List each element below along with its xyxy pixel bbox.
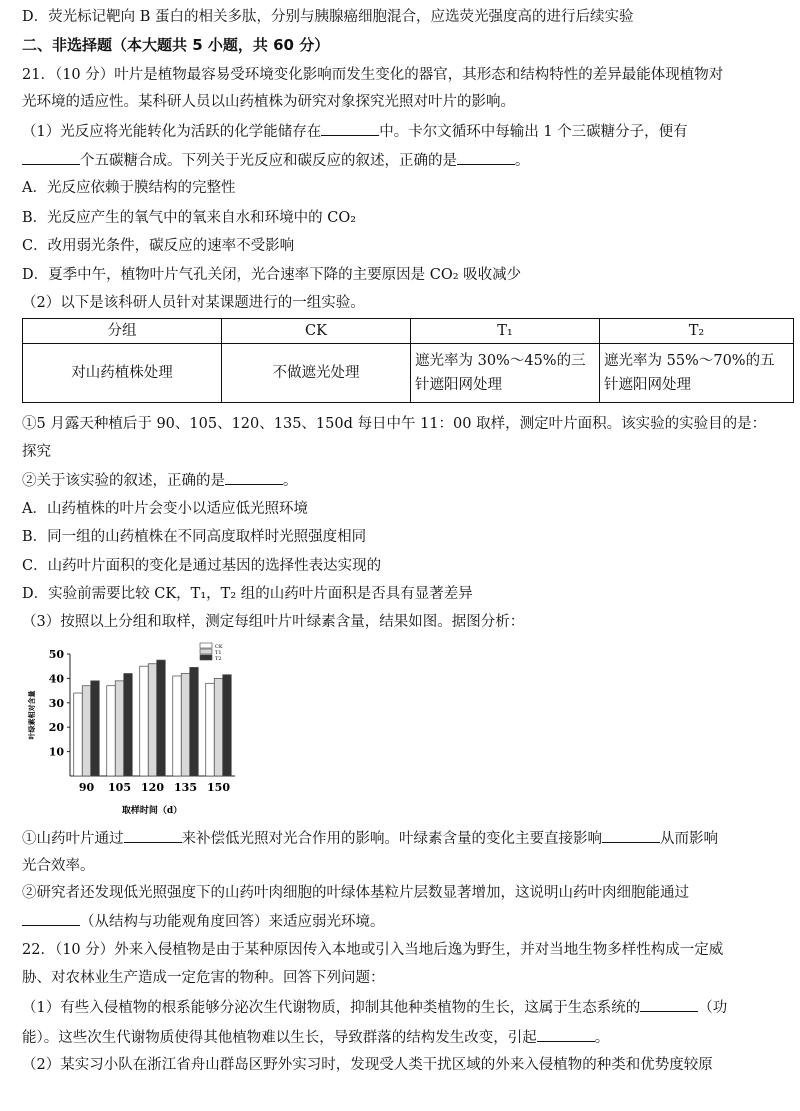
bar-t2: [223, 675, 232, 776]
q22-stem: 22．（10 分）外来入侵植物是由于某种原因传入本地或引入当地后逸为野生，并对当地生物多样性构成一定威: [22, 942, 724, 958]
q21-stem: 21．（10 分）叶片是植物最容易受环境变化影响而发生变化的器官，其形态和结构特性的差异最能体现植物对: [22, 67, 724, 83]
x-tick-label: 105: [108, 781, 131, 794]
y-tick-label: 50: [48, 648, 64, 661]
table-header: CK: [222, 319, 411, 344]
legend-swatch: [200, 643, 212, 648]
bar-t1: [148, 664, 157, 776]
table-cell: 遮光率为 30%～45%的三针遮阳网处理: [411, 344, 600, 403]
answer-blank: [537, 1027, 595, 1042]
y-tick-label: 10: [48, 745, 64, 759]
answer-blank: [22, 150, 80, 165]
option-b: B．同一组的山药植株在不同高度取样时光照强度相同: [22, 529, 367, 545]
text: 中。卡尔文循环中每输出 1 个三碳糖分子，便有: [379, 124, 688, 140]
bar-ck: [107, 686, 116, 776]
option-c: C．山药叶片面积的变化是通过基因的选择性表达实现的: [22, 558, 382, 574]
answer-blank: [321, 121, 379, 136]
bar-ck: [140, 666, 149, 776]
text: 。: [594, 1030, 610, 1046]
q22-part1: [22, 997, 727, 1018]
option-d: D．夏季中午，植物叶片气孔关闭，光合速率下降的主要原因是 CO₂ 吸收减少: [22, 267, 522, 283]
text: 从而影响: [660, 831, 718, 847]
answer-blank: [602, 828, 660, 843]
text: （从结构与功能观角度回答）来适应弱光环境。: [80, 914, 385, 930]
text: （功: [698, 1000, 728, 1016]
q21-part3: （3）按照以上分组和取样，测定每组叶片叶绿素含量，结果如图。据图分析：: [22, 614, 525, 630]
sub-q1-2: [22, 442, 51, 462]
y-tick-label: 40: [48, 672, 64, 686]
y-tick-label: 30: [48, 696, 64, 710]
q22-part1-2: [22, 1027, 609, 1048]
option-d: D．实验前需要比较 CK，T₁，T₂ 组的山药叶片面积是否具有显著差异: [22, 586, 473, 602]
bar-ck: [173, 676, 182, 776]
option-a: A．山药植株的叶片会变小以适应低光照环境: [22, 501, 308, 517]
chlorophyll-bar-chart: [20, 635, 240, 820]
q22-part2: （2）某实习小队在浙江省舟山群岛区野外实习时，发现受人类干扰区域的外来入侵植物的种类和优势度较原: [22, 1057, 713, 1073]
text: ②关于该实验的叙述，正确的是: [22, 473, 225, 489]
table-cell: 对山药植株处理: [23, 344, 222, 403]
text: （1）有些入侵植物的根系能够分泌次生代谢物质，抑制其他种类植物的生长，这属于生态系统的: [22, 1000, 641, 1016]
part3-q1: [22, 828, 718, 849]
bar-ck: [74, 693, 83, 776]
part3-q2-2: [22, 911, 385, 932]
text: 个五碳糖合成。下列关于光反应和碳反应的叙述，正确的是: [80, 153, 457, 169]
bar-t2: [157, 660, 166, 776]
legend-label: T1: [215, 650, 222, 656]
bar-t1: [181, 674, 190, 776]
bar-t2: [91, 681, 100, 776]
q21-part1: [22, 121, 688, 142]
legend-label: CK: [215, 644, 223, 650]
bar-ck: [206, 683, 215, 776]
answer-blank: [225, 470, 283, 485]
sub-q1: ①5 月露天种植后于 90、105、120、135、150d 每日中午 11：00 取样，测定叶片面积。该实验的实验目的是：: [22, 416, 767, 432]
table-header: T₂: [600, 319, 794, 344]
legend-label: T2: [215, 656, 222, 662]
text: （1）光反应将光能转化为活跃的化学能储存在: [22, 124, 322, 140]
bar-t1: [214, 678, 223, 776]
text: 来补偿低光照对光合作用的影响。叶绿素含量的变化主要直接影响: [181, 831, 602, 847]
text: 能）。这些次生代谢物质使得其他植物难以生长，导致群落的结构发生改变，引起: [22, 1030, 537, 1046]
part3-q1-2: 光合效率。: [22, 858, 95, 874]
bar-t2: [190, 667, 199, 776]
part3-q2: ②研究者还发现低光照强度下的山药叶肉细胞的叶绿体基粒片层数显著增加，这说明山药叶肉细胞能通过: [22, 885, 689, 901]
answer-blank: [22, 911, 80, 926]
answer-blank: [124, 828, 182, 843]
section-heading: 二、非选择题（本大题共 5 小题，共 60 分）: [22, 36, 330, 54]
text: 。: [283, 473, 298, 489]
table-cell: 遮光率为 55%～70%的五针遮阳网处理: [600, 344, 794, 403]
text: ①山药叶片通过: [22, 831, 124, 847]
bar-t2: [124, 674, 133, 776]
legend-swatch: [200, 649, 212, 654]
table-header: T₁: [411, 319, 600, 344]
bar-t1: [115, 681, 124, 776]
answer-blank: [640, 997, 698, 1012]
option-c: C．改用弱光条件，碳反应的速率不受影响: [22, 238, 295, 254]
x-axis-label: 取样时间（d）: [121, 806, 183, 816]
x-tick-label: 90: [78, 781, 95, 794]
q21-part2: （2）以下是该科研人员针对某课题进行的一组实验。: [22, 295, 365, 311]
option-b: B．光反应产生的氧气中的氧来自水和环境中的 CO₂: [22, 210, 357, 226]
x-tick-label: 135: [174, 781, 197, 794]
y-axis-label: 叶绿素相对含量: [27, 690, 36, 740]
option-a: A．光反应依赖于膜结构的完整性: [22, 180, 236, 196]
x-tick-label: 150: [207, 781, 230, 794]
q21-part1-2: [22, 150, 530, 171]
x-tick-label: 120: [141, 781, 164, 794]
q21-stem-2: 光环境的适应性。某科研人员以山药植株为研究对象探究光照对叶片的影响。: [22, 94, 515, 110]
answer-blank: [457, 150, 515, 165]
legend-swatch: [200, 655, 212, 660]
q22-stem-2: 胁、对农林业生产造成一定危害的物种。回答下列问题：: [22, 970, 385, 986]
table-cell: 不做遮光处理: [222, 344, 411, 403]
text: 探究: [22, 444, 51, 460]
y-tick-label: 20: [48, 721, 64, 735]
text: 。: [515, 153, 530, 169]
option-d-prev: D．荧光标记靶向 B 蛋白的相关多肽，分别与胰腺癌细胞混合，应选荧光强度高的进行后续实验: [22, 9, 634, 25]
sub-q2: [22, 470, 298, 491]
bar-t1: [82, 686, 91, 776]
table-header: 分组: [23, 319, 222, 344]
experiment-table: [22, 318, 794, 403]
